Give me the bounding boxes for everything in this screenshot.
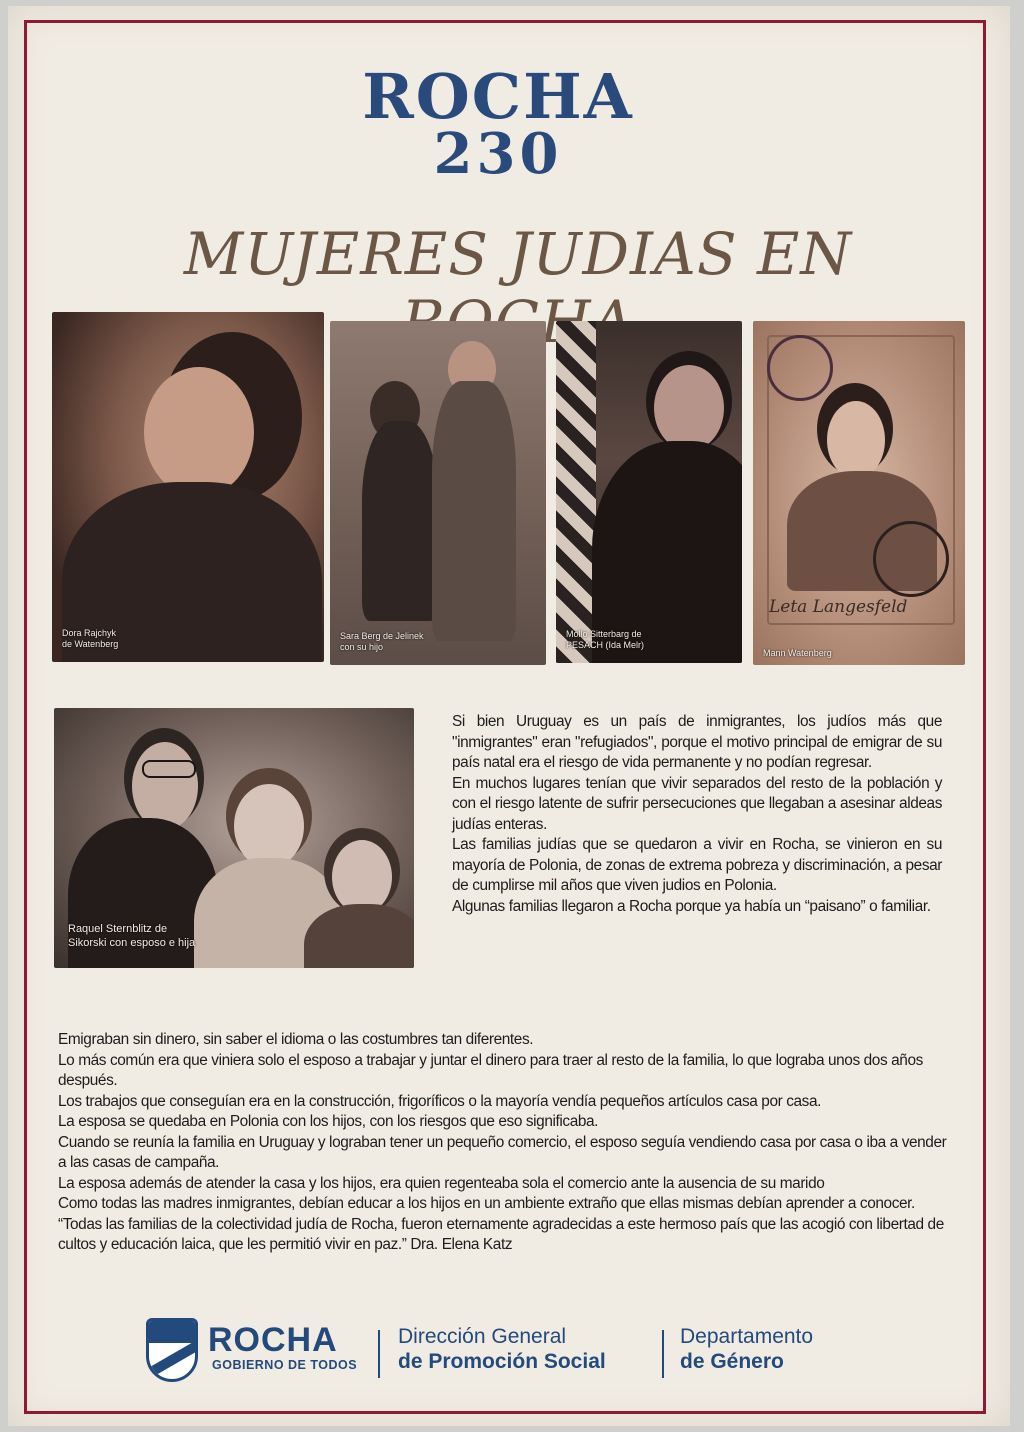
poster (8, 6, 1010, 1426)
paragraph: Emigraban sin dinero, sin saber el idioma o las costumbres tan diferentes. (58, 1031, 534, 1048)
page-title: MUJERES JUDIAS EN (183, 220, 853, 288)
photo-couple-street (330, 321, 546, 665)
divider (378, 1330, 380, 1378)
divider (662, 1330, 664, 1378)
paragraph: Lo más común era que viniera solo el esposo a trabajar y juntar el dinero para traer al resto de la familia, lo que lograba unos dos años después. (58, 1051, 923, 1089)
paragraph: Si bien Uruguay es un país de inmigrantes, los judíos más que "inmigrantes" eran "refugiados", porque el motivo principal de emigrar de su país natal era el riesgo de vida permanente y no podían regresar. (452, 713, 942, 771)
photo-caption: Mann Watenberg (763, 648, 832, 658)
direccion-general: Dirección General de Promoción Social (398, 1325, 606, 1373)
photo-caption: Raquel Sternblitz de Sikorski con esposo e hija (68, 923, 196, 949)
org-name: ROCHA (208, 1321, 338, 1359)
paragraph: Como todas las madres inmigrantes, debían educar a los hijos en un ambiente extraño que ellas mismas debían aprender a conocer. (58, 1195, 915, 1212)
org-subtitle: GOBIERNO DE TODOS (212, 1358, 358, 1372)
photo-caption: Mollo Sitterbarg de PESACH (Ida Melr) (566, 629, 645, 650)
departamento-genero: Departamento de Género (680, 1325, 814, 1373)
paragraph: La esposa además de atender la casa y los hijos, era quien regenteaba sola el comercio ante la ausencia de su marido (58, 1174, 825, 1192)
photo-family-sternblitz (54, 708, 414, 968)
quote: “Todas las familias de la colectividad judía de Rocha, fueron eternamente agradecidas a este hermoso país que las acogió con libertad de cultos y educación laica, que les permitió vivir en paz.” Dra. Elena Katz (58, 1215, 944, 1253)
paragraph: Las familias judías que se quedaron a vivir en Rocha, se vinieron en su mayoría de Polonia, de zonas de extrema pobreza y discriminación, a pesar de cumplirse mil años que viven judios en Polonia. (452, 836, 942, 894)
stamp-icon (873, 521, 949, 597)
glasses-icon (142, 760, 196, 778)
logo-line-1: ROCHA (362, 60, 634, 133)
rocha-shield-icon (146, 1318, 198, 1382)
photo-mollo-sitterbarg (556, 321, 742, 663)
logo-line-2: 230 (433, 121, 563, 187)
handwritten-signature: Leta Langesfeld (769, 597, 908, 617)
intro-text (452, 712, 942, 917)
paragraph: En muchos lugares tenían que vivir separados del resto de la población y con el riesgo latente de sufrir persecuciones que llegaban a asesinar aldeas judías enteras. (452, 774, 942, 833)
photo-caption: Sara Berg de Jelinek con su hijo (340, 631, 424, 652)
rocha-230-logo (348, 60, 648, 187)
footer-logos (142, 1316, 922, 1396)
paragraph: La esposa se quedaba en Polonia con los hijos, con los riesgos que eso significaba. (58, 1113, 599, 1130)
photo-caption: Dora Rajchyk de Watenberg (62, 628, 119, 649)
paragraph: Cuando se reunía la familia en Uruguay y lograban tener un pequeño comercio, el esposo seguía vendiendo casa por casa o iba a vender a las casas de campaña. (58, 1133, 947, 1171)
stamp-icon (767, 335, 833, 401)
paragraph: Algunas familias llegaron a Rocha porque ya había un “paisano” o familiar. (452, 897, 931, 915)
photo-passport-leta (753, 321, 965, 665)
photo-dora-rajchyk (52, 312, 324, 662)
history-text (58, 1030, 948, 1256)
paragraph: Los trabajos que conseguían era en la construcción, frigoríficos o la mayoría vendía pequeños artículos casa por casa. (58, 1092, 821, 1110)
